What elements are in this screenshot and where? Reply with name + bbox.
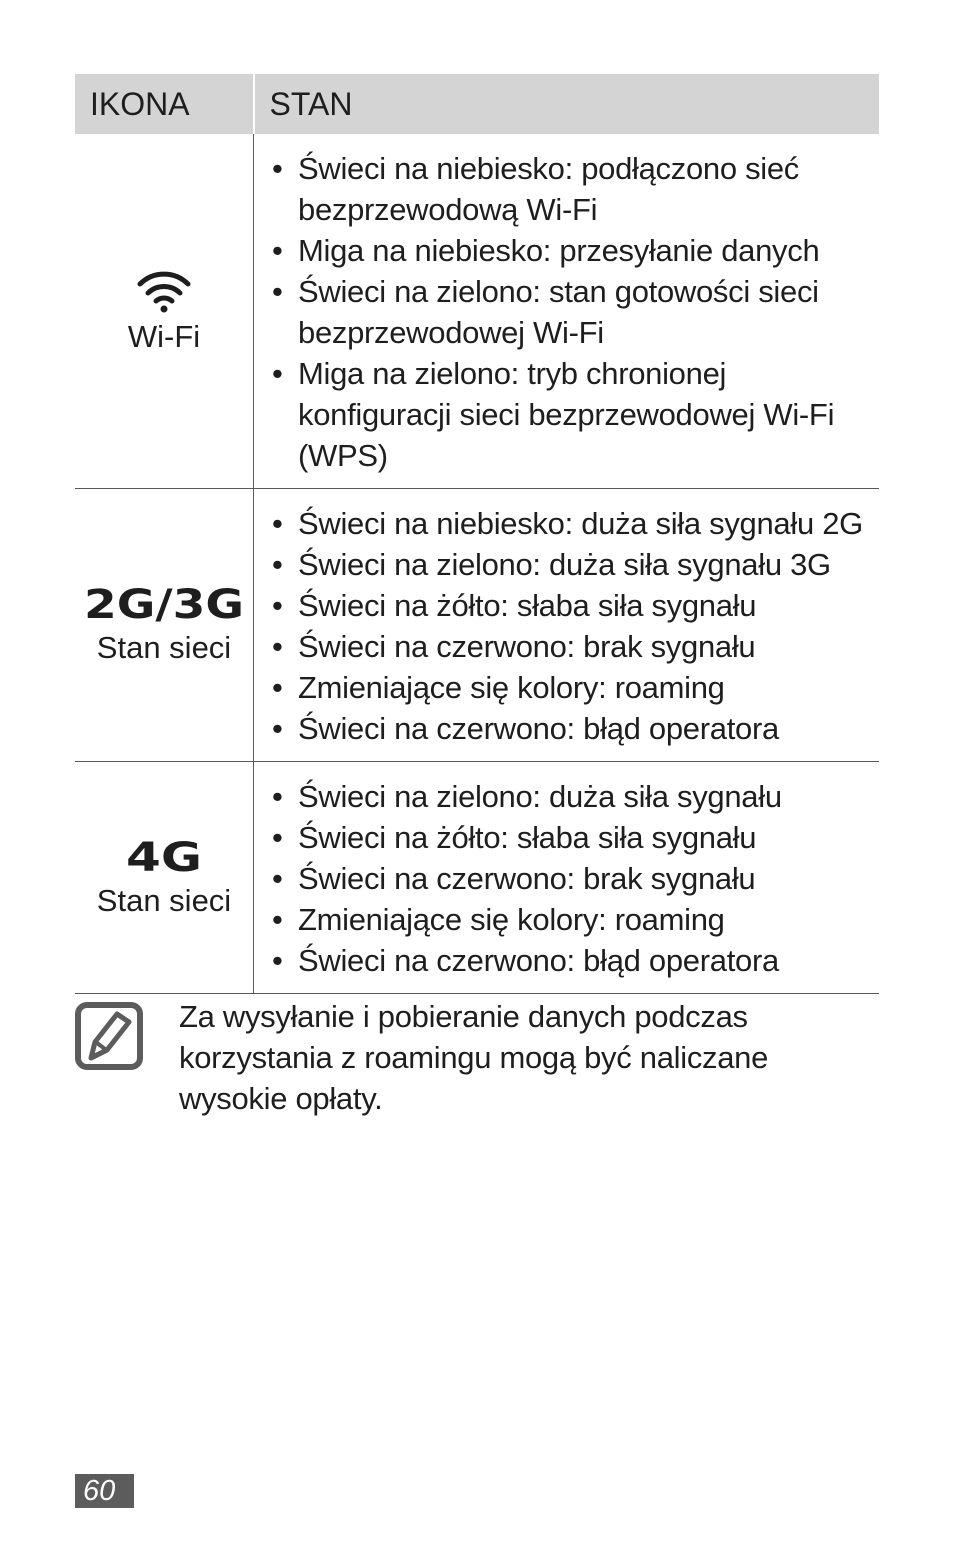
svg-text:2G/3G: 2G/3G	[84, 584, 244, 624]
table-header-row	[75, 74, 879, 134]
table-row	[75, 489, 879, 762]
header-status-column: STAN	[254, 74, 880, 134]
list-item: • Świeci na zielono: duża siła sygnału	[272, 776, 879, 817]
status-list	[272, 503, 879, 749]
list-item: • Miga na zielono: tryb chronionej konfiguracji sieci bezprzewodowej Wi-Fi (WPS)	[272, 353, 879, 476]
list-item: • Miga na niebiesko: przesyłanie danych	[272, 230, 879, 271]
list-item: • Świeci na żółto: słaba siła sygnału	[272, 817, 879, 858]
list-item: • Świeci na czerwono: błąd operatora	[272, 708, 879, 749]
icon-cell	[75, 134, 254, 489]
note-text: Za wysyłanie i pobieranie danych podczas korzystania z roamingu mogą być naliczane wysokie opłaty.	[179, 999, 769, 1116]
list-item: • Świeci na czerwono: brak sygnału	[272, 858, 879, 899]
2g-3g-icon	[82, 584, 246, 624]
list-item: • Świeci na niebiesko: podłączono sieć bezprzewodową Wi-Fi	[272, 148, 879, 230]
status-cell	[254, 489, 880, 762]
svg-text:4G: 4G	[126, 836, 202, 877]
icon-label: Stan sieci	[96, 882, 232, 918]
4g-icon	[124, 837, 204, 877]
list-item: • Świeci na żółto: słaba siła sygnału	[272, 585, 879, 626]
list-item: • Świeci na czerwono: błąd operatora	[272, 940, 879, 981]
list-item: • Zmieniające się kolory: roaming	[272, 899, 879, 940]
status-cell	[254, 762, 880, 994]
note-pencil-icon	[75, 1002, 143, 1070]
page-number: 60	[75, 1474, 134, 1508]
status-list	[272, 776, 879, 981]
status-cell	[254, 134, 880, 489]
list-item: • Świeci na zielono: stan gotowości sieci bezprzewodowej Wi-Fi	[272, 271, 879, 353]
icon-label: Stan sieci	[96, 630, 232, 665]
status-list	[272, 148, 879, 476]
list-item: • Świeci na niebiesko: duża siła sygnału 2G	[272, 503, 879, 544]
list-item: • Świeci na zielono: duża siła sygnału 3G	[272, 544, 879, 585]
header-icon-column: IKONA	[75, 74, 254, 134]
list-item: • Zmieniające się kolory: roaming	[272, 667, 879, 708]
icon-cell	[75, 489, 254, 762]
icon-cell	[75, 762, 254, 994]
icon-label: Wi-Fi	[127, 319, 201, 354]
table-row	[75, 762, 879, 994]
status-table	[75, 74, 879, 994]
note-box	[75, 996, 879, 1126]
wifi-icon	[137, 267, 191, 313]
table-row	[75, 134, 879, 489]
list-item: • Świeci na czerwono: brak sygnału	[272, 626, 879, 667]
